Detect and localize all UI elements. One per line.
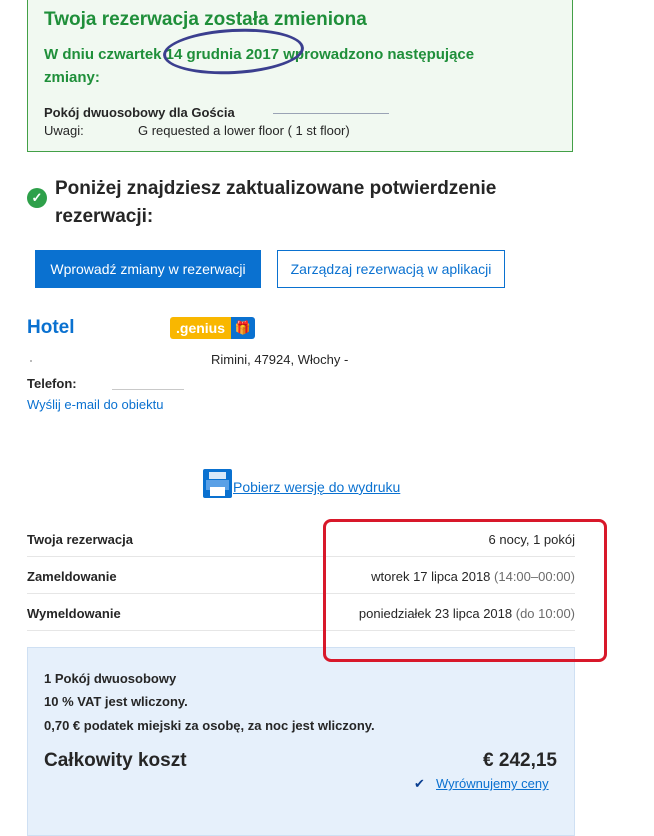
price-match-link[interactable]: Wyrównujemy ceny: [436, 776, 549, 791]
confirmation-heading: Poniżej znajdziesz zaktualizowane potwierdzenie rezerwacji:: [55, 178, 497, 227]
genius-badge: .genius: [170, 317, 231, 339]
change-notice-box: [27, 0, 573, 152]
gift-icon: 🎁: [231, 317, 255, 339]
redaction-mark: [30, 360, 32, 362]
price-city-tax-line: 0,70 € podatek miejski za osobę, za noc jest wliczony.: [44, 718, 375, 733]
price-vat-line: 10 % VAT jest wliczony.: [44, 694, 188, 709]
print-version-link[interactable]: Pobierz wersję do wydruku: [233, 479, 401, 495]
make-changes-button[interactable]: Wprowadź zmiany w rezerwacji: [35, 250, 261, 288]
change-notice-title: Twoja rezerwacja została zmieniona: [44, 9, 367, 30]
change-notice-subtitle: W dniu czwartek 14 grudnia 2017 wprowadzono następujące zmiany:: [44, 46, 475, 86]
summary-key: Wymeldowanie: [27, 606, 121, 621]
phone-label: Telefon:: [27, 376, 77, 391]
total-cost-value: € 242,15: [483, 750, 557, 771]
redaction-mark: [86, 314, 166, 342]
printer-icon[interactable]: [203, 469, 232, 498]
hotel-address: Rimini, 47924, Włochy -: [211, 352, 349, 367]
total-cost-label: Całkowity koszt: [44, 750, 187, 771]
redaction-mark: [273, 113, 389, 114]
email-property-link[interactable]: Wyślij e-mail do obiektu: [27, 397, 164, 412]
redaction-mark: [112, 389, 184, 390]
summary-value: poniedziałek 23 lipca 2018 (do 10:00): [358, 606, 575, 621]
annotation-highlight-box: [323, 519, 607, 662]
thumbs-up-icon: ✔: [414, 776, 425, 791]
check-circle-icon: ✓: [27, 188, 47, 208]
notes-row: [44, 123, 350, 138]
summary-key: Zameldowanie: [27, 569, 117, 584]
manage-in-app-button[interactable]: Zarządzaj rezerwacją w aplikacji: [277, 250, 505, 288]
summary-value: 6 nocy, 1 pokój: [488, 532, 575, 547]
notes-label: Uwagi:: [44, 123, 84, 138]
price-room-line: 1 Pokój dwuosobowy: [44, 671, 177, 686]
changed-room-line: Pokój dwuosobowy dla Gościa: [44, 105, 235, 120]
price-summary-box: [27, 647, 575, 836]
summary-key: Twoja rezerwacja: [27, 532, 133, 547]
hotel-name-link[interactable]: Hotel: [27, 317, 75, 338]
notes-value: G requested a lower floor ( 1 st floor): [138, 123, 350, 138]
summary-value: wtorek 17 lipca 2018 (14:00–00:00): [371, 569, 575, 584]
